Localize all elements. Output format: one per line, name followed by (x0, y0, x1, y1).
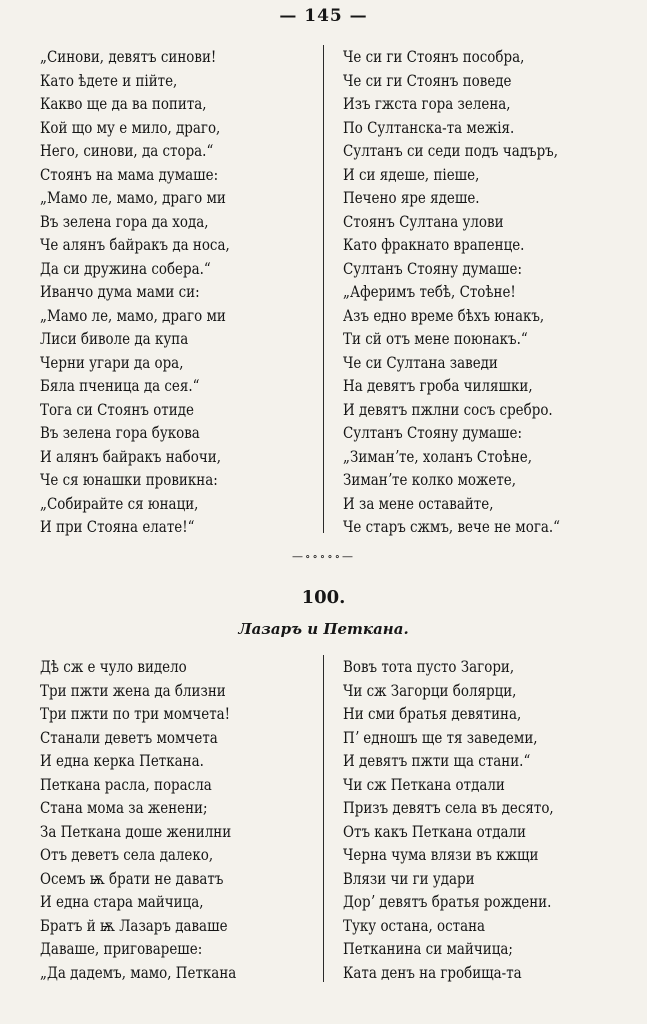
verse-line: И девятъ пжти ща стани.“ (343, 751, 531, 770)
verse-line: Вовъ тота пусто Загори, (343, 657, 515, 676)
verse-line: Три пжти по три момчета! (40, 704, 231, 723)
song-left-column (40, 655, 274, 984)
verse-line: Кой що му е мило, драго, (40, 117, 221, 137)
verse-line: Петкана расла, порасла (40, 774, 212, 794)
verse-line: Влязи чи ги удари (343, 868, 475, 888)
song-right-column (343, 655, 594, 984)
verse-line: Станали деветъ момчета (40, 727, 218, 747)
column-divider-top (323, 45, 324, 533)
song-title: Лазаръ и Петкана. (238, 620, 409, 638)
page-number: — 145 — (279, 6, 368, 26)
verse-line: Какво ще да ва попита, (40, 94, 207, 113)
verse-line: Зиманʼте колко можете, (343, 470, 517, 489)
verse-line: Чи сж Петкана отдали (343, 774, 505, 794)
verse-line: Че алянъ байракъ да носа, (40, 235, 230, 254)
verse-line: Стана мома за женени; (40, 798, 208, 817)
verse-line: Братъ й ѭ Лазаръ даваше (40, 915, 228, 935)
verse-line: Даваше, приговареше: (40, 939, 203, 958)
verse-line: Печено яре ядеше. (343, 188, 480, 207)
verse-line: И една керка Петкана. (40, 751, 204, 770)
verse-line: Пʼ едношъ ще тя заведеми, (343, 727, 538, 747)
verse-line: Осемъ ѭ брати не даватъ (40, 868, 224, 888)
verse-line: За Петкана доше женилни (40, 821, 232, 841)
verse-line: Стоянъ на мама думаше: (40, 164, 219, 184)
verse-line: Изъ гжста гора зелена, (343, 94, 511, 113)
verse-line: Петканина си майчица; (343, 939, 513, 958)
verse-line: Чи сж Загорци болярци, (343, 680, 517, 700)
section-ornament: —∘∘∘∘∘— (292, 550, 355, 563)
verse-line: Черни угари да ора, (40, 352, 184, 372)
verse-line: И девятъ пжлни сосъ сребро. (343, 399, 553, 419)
verse-line: Въ зелена гора да хода, (40, 211, 209, 231)
verse-line: Дорʼ девятъ братья рождени. (343, 892, 552, 911)
verse-line: Иванчо дума мами си: (40, 282, 200, 301)
verse-line: Ти сй отъ мене поюнакъ.“ (343, 329, 528, 348)
verse-line: „Синови, девятъ синови! (40, 47, 217, 66)
verse-line: Тога си Стоянъ отиде (40, 399, 194, 419)
verse-line: И при Стояна елате!“ (40, 517, 195, 536)
verse-line: Въ зелена гора букова (40, 423, 200, 442)
verse-line: Стоянъ Султана улови (343, 211, 504, 231)
verse-line: Азъ едно време бѣхъ юнакъ, (343, 305, 545, 325)
verse-line: Него, синови, да стора.“ (40, 141, 214, 160)
verse-line: И една стара майчица, (40, 892, 204, 911)
verse-line: По Султанска-та межiя. (343, 117, 515, 137)
verse-line: Да си дружина собера.“ (40, 258, 211, 278)
verse-line: „Собирайте ся юнаци, (40, 493, 199, 513)
verse-line: Че ся юнашки провикна: (40, 470, 218, 489)
verse-line: „Да дадемъ, мамо, Петкана (40, 962, 237, 982)
verse-line: „Зиманʼте, холанъ Стоѣне, (343, 446, 533, 466)
verse-line: Като ѣдете и пiйте, (40, 70, 178, 90)
verse-line: Султанъ Стояну думаше: (343, 423, 523, 442)
verse-line: Ни сми братья девятина, (343, 704, 522, 723)
verse-line: Туку остана, остана (343, 915, 486, 935)
poem-top-right-column (343, 45, 601, 539)
verse-line: Бяла пченица да сея.“ (40, 376, 200, 395)
verse-line: И за мене оставайте, (343, 493, 494, 513)
verse-line: Отъ какъ Петкана отдали (343, 821, 526, 841)
verse-line: „Мамо ле, мамо, драго ми (40, 188, 226, 207)
verse-line: Като фракнато врапенце. (343, 235, 525, 254)
verse-line: Че си Султана заведи (343, 352, 498, 372)
verse-line: Отъ деветъ села далеко, (40, 845, 214, 864)
verse-line: Султанъ си седи подъ чадъръ, (343, 141, 559, 160)
verse-line: Че старъ сжмъ, вече не мога.“ (343, 517, 561, 536)
verse-line: Султанъ Стояну думаше: (343, 258, 523, 278)
verse-line: Черна чума влязи въ кжщи (343, 845, 539, 864)
verse-line: Три пжти жена да близни (40, 680, 226, 700)
verse-line: Призъ девятъ села въ десято, (343, 798, 554, 817)
verse-line: И си ядеше, пiеше, (343, 164, 480, 184)
verse-line: Ката денъ на гробища-та (343, 962, 522, 982)
verse-line: „Аферимъ тебѣ, Стоѣне! (343, 282, 516, 301)
song-number: 100. (301, 587, 346, 608)
poem-top-left-column (40, 45, 266, 539)
verse-line: На девятъ гроба чиляшки, (343, 376, 533, 395)
verse-line: Че си ги Стоянъ поведе (343, 70, 512, 90)
verse-line: Че си ги Стоянъ пособра, (343, 47, 525, 66)
column-divider-bottom (323, 655, 324, 982)
verse-line: Дѣ сж е чуло видело (40, 657, 187, 676)
verse-line: „Мамо ле, мамо, драго ми (40, 305, 226, 325)
verse-line: Лиси биволе да купа (40, 329, 189, 348)
verse-line: И алянъ байракъ набочи, (40, 446, 221, 466)
